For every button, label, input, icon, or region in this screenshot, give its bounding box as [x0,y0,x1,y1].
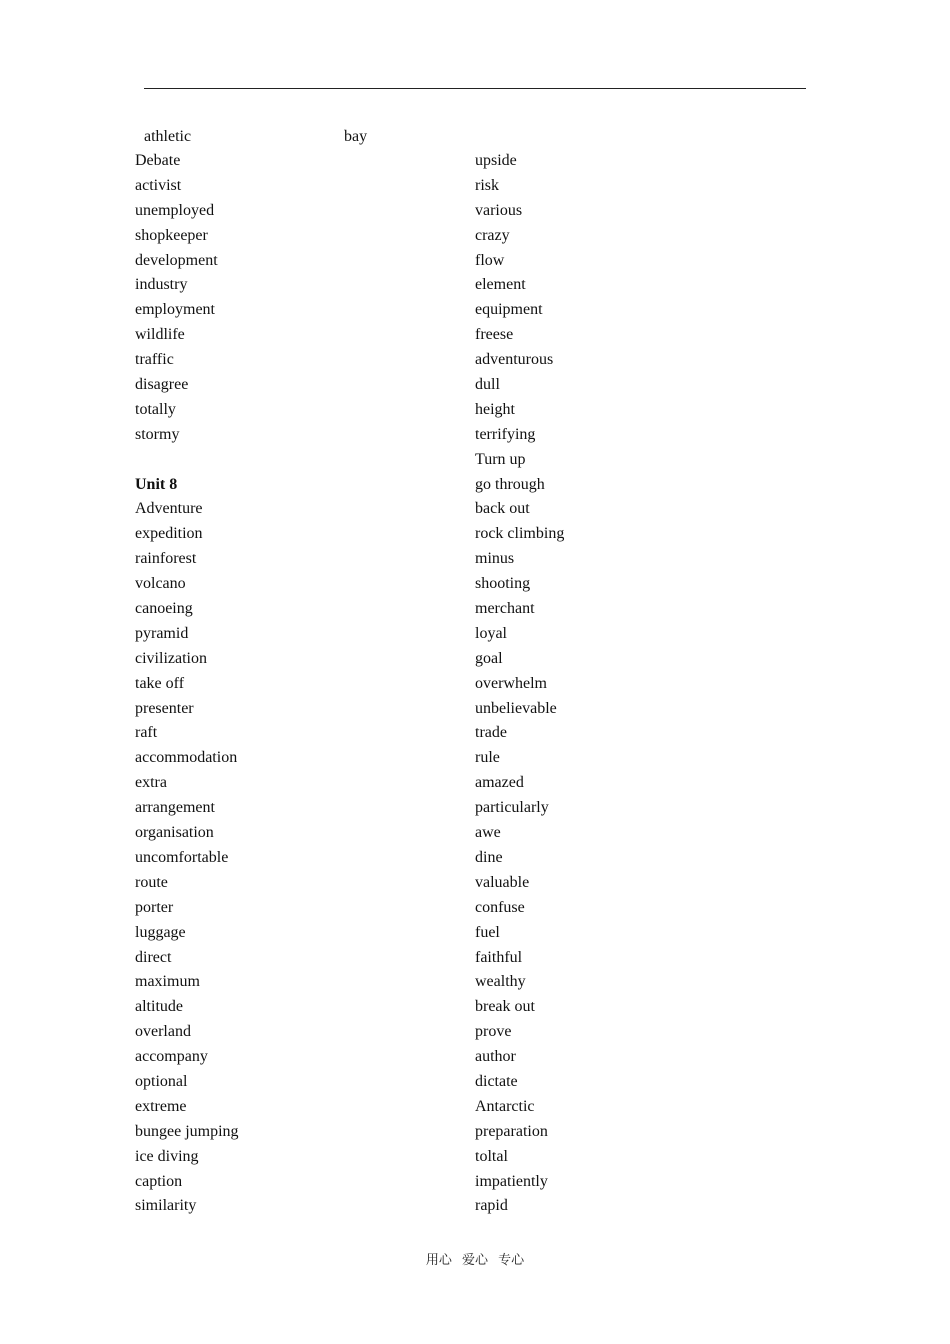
left-word: stormy [135,425,180,443]
right-word: various [475,201,523,219]
left-word: raft [135,724,158,742]
left-word: arrangement [135,799,215,817]
right-word: equipment [475,301,543,319]
right-word: goal [475,649,503,667]
left-word: employment [135,301,215,319]
left-word: accommodation [135,749,238,767]
right-word: back out [475,500,530,518]
left-word: development [135,251,218,269]
right-word: rock climbing [475,525,565,543]
right-word: minus [475,550,515,568]
left-word: direct [135,948,172,966]
right-word: crazy [475,226,510,244]
right-word: upside [475,152,517,169]
right-word: rapid [475,1197,508,1215]
left-word: expedition [135,525,203,543]
left-word: shopkeeper [135,226,208,244]
right-word: impatiently [475,1172,548,1190]
right-word: preparation [475,1122,548,1140]
left-heading: Unit 8 [135,475,178,493]
left-word: caption [135,1172,183,1190]
right-word: fuel [475,923,500,941]
left-word: ice diving [135,1147,199,1165]
left-word: Adventure [135,500,203,518]
right-word: adventurous [475,351,554,369]
right-word: prove [475,1023,512,1041]
left-word: wildlife [135,326,185,344]
left-word: disagree [135,376,189,394]
right-word: height [475,400,515,418]
left-word: unemployed [135,201,215,219]
left-word: pyramid [135,624,189,642]
left-word: canoeing [135,600,193,618]
left-word: Debate [135,152,181,169]
left-word: uncomfortable [135,848,229,866]
right-word: wealthy [475,973,526,991]
word-bay: bay [344,128,368,145]
right-word: element [475,276,526,294]
left-word: rainforest [135,550,197,568]
left-word: altitude [135,998,183,1016]
right-word: faithful [475,948,523,966]
left-word: presenter [135,699,194,717]
left-word: civilization [135,649,207,667]
left-word: route [135,873,168,891]
right-word: trade [475,724,507,742]
left-word: accompany [135,1048,208,1066]
right-word: overwhelm [475,674,547,692]
left-word: maximum [135,973,200,991]
right-word: break out [475,998,535,1016]
footer-text-3: 专心 [498,1253,525,1268]
right-word: dull [475,376,500,394]
right-word: shooting [475,575,531,593]
left-word: traffic [135,351,174,369]
right-word: dictate [475,1072,518,1090]
right-word: valuable [475,873,530,891]
right-word: flow [475,251,505,269]
left-word: organisation [135,824,214,842]
right-word: unbelievable [475,699,557,717]
right-word: awe [475,824,501,842]
left-word: overland [135,1023,191,1041]
left-word: industry [135,276,188,294]
left-word-column [135,149,239,1219]
right-word-column [475,149,564,1219]
left-word: totally [135,400,176,418]
top-word-line [0,124,950,149]
page-footer [0,1251,950,1271]
right-word: rule [475,749,500,767]
left-word [135,448,239,473]
left-word: extreme [135,1097,187,1115]
left-word: bungee jumping [135,1122,239,1140]
left-word: activist [135,176,182,194]
right-word: confuse [475,898,525,916]
header-rule [144,88,806,89]
left-word: similarity [135,1197,197,1215]
right-word: dine [475,848,503,866]
left-word: take off [135,674,185,692]
right-word: particularly [475,799,549,817]
left-word: luggage [135,923,186,941]
right-word: freese [475,326,514,344]
left-word: optional [135,1072,188,1090]
right-word: risk [475,176,499,194]
right-word: terrifying [475,425,536,443]
right-word: go through [475,475,545,493]
footer-text-2: 爱心 [461,1253,488,1268]
right-word: author [475,1048,516,1066]
right-word: amazed [475,774,524,792]
right-word: loyal [475,624,507,642]
right-word: merchant [475,600,535,618]
footer-text-1: 用心 [425,1253,452,1268]
right-word: Antarctic [475,1097,535,1115]
word-athletic: athletic [144,128,192,145]
right-word: toltal [475,1147,508,1165]
left-word: extra [135,774,167,792]
left-word: porter [135,898,174,916]
right-word: Turn up [475,450,526,468]
left-word: volcano [135,575,186,593]
